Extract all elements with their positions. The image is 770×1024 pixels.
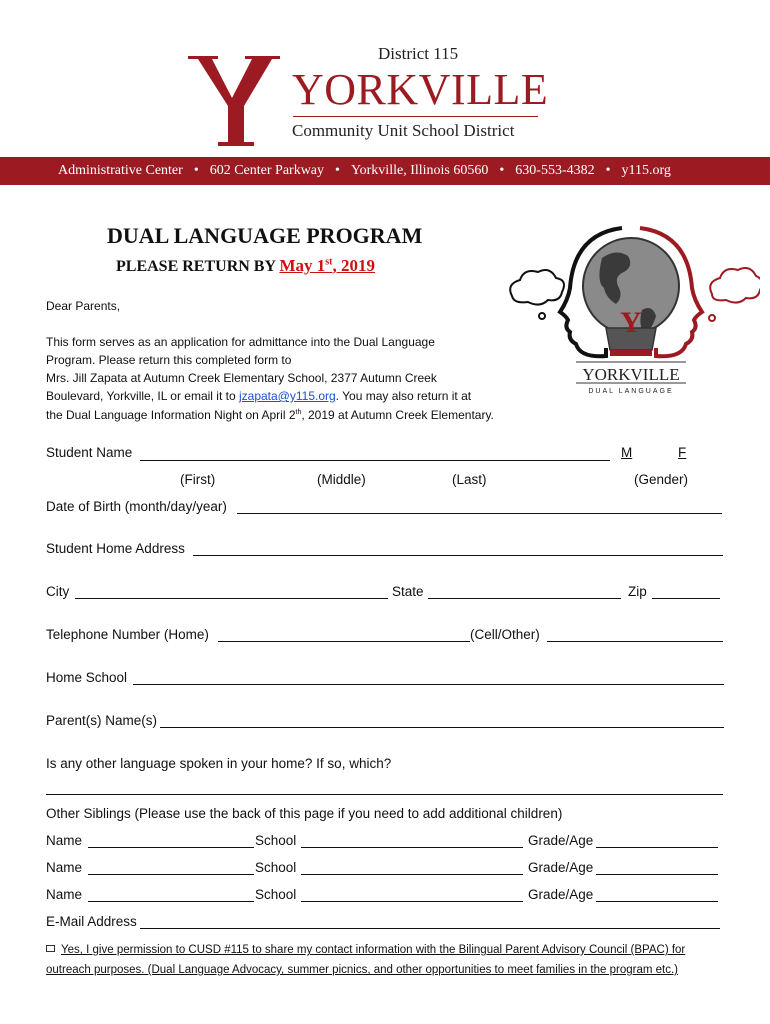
form-title: DUAL LANGUAGE PROGRAM [107, 223, 423, 248]
letter-text: , 2019 at Autumn Creek Elementary. [301, 408, 494, 422]
email-label: E-Mail Address [46, 914, 137, 929]
letterhead-divider [293, 116, 538, 117]
dl-logo-name: YORKVILLE [582, 365, 680, 384]
dob-field[interactable] [237, 513, 722, 514]
due-year: , 2019 [332, 256, 375, 275]
letter-text: the Dual Language Information Night on April 2 [46, 408, 296, 422]
state-label: State [392, 584, 424, 599]
letter-line [46, 387, 471, 405]
cell-other-field[interactable] [547, 641, 723, 642]
separator-dot: • [193, 163, 199, 178]
letter-text: . You may also return it at [335, 389, 472, 403]
address-banner [0, 157, 770, 185]
sibling-name-field[interactable] [88, 901, 254, 902]
sibling-grade-label: Grade/Age [528, 833, 594, 848]
gender-f-option[interactable]: F [678, 445, 687, 460]
due-suffix: st [325, 256, 333, 268]
cell-other-label: (Cell/Other) [470, 627, 540, 642]
letter-sup: th [295, 409, 302, 416]
home-address-label: Student Home Address [46, 541, 185, 556]
sibling-school-field[interactable] [301, 874, 523, 875]
first-name-caption: (First) [180, 472, 216, 487]
dual-language-logo [502, 218, 760, 398]
letter-text: Boulevard, Yorkville, IL or email it to [46, 389, 239, 403]
gender-m-option[interactable]: M [621, 445, 633, 460]
sibling-name-label: Name [46, 860, 83, 875]
email-field[interactable] [140, 928, 720, 929]
sibling-name-field[interactable] [88, 874, 254, 875]
due-date [279, 256, 375, 275]
sibling-grade-field[interactable] [596, 847, 718, 848]
consent-checkbox[interactable] [46, 945, 55, 952]
home-school-field[interactable] [133, 684, 724, 685]
telephone-home-field[interactable] [218, 641, 470, 642]
sibling-name-label: Name [46, 833, 83, 848]
thought-cloud-right-icon [709, 268, 760, 321]
siblings-heading: Other Siblings (Please use the back of this page if you need to add additional children) [46, 806, 563, 821]
dl-logo-letter: Y [620, 306, 642, 339]
zip-label: Zip [628, 584, 647, 599]
home-address-field[interactable] [193, 555, 723, 556]
sibling-grade-field[interactable] [596, 901, 718, 902]
banner-item: Administrative Center [58, 163, 183, 178]
dob-label: Date of Birth (month/day/year) [46, 499, 227, 514]
zip-field[interactable] [652, 598, 720, 599]
district-name: YORKVILLE [292, 65, 549, 114]
sibling-grade-field[interactable] [596, 874, 718, 875]
gender-caption: (Gender) [634, 472, 689, 487]
student-name-label: Student Name [46, 445, 133, 460]
banner-item: y115.org [621, 163, 671, 178]
sibling-school-label: School [255, 887, 297, 902]
letter-line [46, 404, 494, 424]
separator-dot: • [335, 163, 340, 178]
banner-item: 630-553-4382 [515, 163, 595, 178]
bpac-consent [46, 940, 756, 980]
sibling-school-field[interactable] [301, 901, 523, 902]
consent-text-line2: outreach purposes. (Dual Language Advocacy, summer picnics, and other opportunities to meet families in the program etc.) [46, 964, 678, 976]
student-name-field[interactable] [140, 460, 610, 461]
city-field[interactable] [75, 598, 388, 599]
yorkville-y-logo [188, 50, 283, 150]
sibling-grade-label: Grade/Age [528, 887, 594, 902]
return-label: PLEASE RETURN BY [116, 258, 276, 275]
last-name-caption: (Last) [452, 472, 487, 487]
thought-cloud-left-icon [510, 270, 564, 319]
parents-field[interactable] [160, 727, 724, 728]
district-label: District 115 [378, 44, 459, 63]
letter-line: Program. Please return this completed form to [46, 353, 292, 367]
sibling-name-field[interactable] [88, 847, 254, 848]
sibling-name-label: Name [46, 887, 83, 902]
language-question: Is any other language spoken in your home? If so, which? [46, 756, 392, 771]
sibling-school-label: School [255, 833, 297, 848]
separator-dot: • [499, 163, 505, 178]
return-by-line [116, 256, 375, 276]
middle-name-caption: (Middle) [317, 472, 366, 487]
letter-line: Mrs. Jill Zapata at Autumn Creek Elementary School, 2377 Autumn Creek [46, 371, 437, 385]
telephone-home-label: Telephone Number (Home) [46, 627, 209, 642]
dl-logo-tagline: DUAL LANGUAGE [588, 388, 674, 395]
due-month-day: May 1 [279, 256, 326, 275]
sibling-school-label: School [255, 860, 297, 875]
separator-dot: • [605, 163, 611, 178]
letter-line: This form serves as an application for admittance into the Dual Language [46, 335, 435, 349]
home-school-label: Home School [46, 670, 128, 685]
parents-label: Parent(s) Name(s) [46, 713, 158, 728]
city-label: City [46, 584, 70, 599]
consent-text-line1: Yes, I give permission to CUSD #115 to share my contact information with the Bilingual Parent Advisory Council (BPAC) for [61, 944, 686, 956]
contact-email-link[interactable]: jzapata@y115.org [238, 389, 336, 403]
sibling-school-field[interactable] [301, 847, 523, 848]
banner-item: Yorkville, Illinois 60560 [350, 163, 489, 178]
banner-item: 602 Center Parkway [209, 163, 325, 178]
district-subtitle: Community Unit School District [292, 121, 515, 140]
sibling-grade-label: Grade/Age [528, 860, 594, 875]
state-field[interactable] [428, 598, 621, 599]
language-field[interactable] [46, 794, 723, 795]
greeting: Dear Parents, [46, 299, 121, 313]
